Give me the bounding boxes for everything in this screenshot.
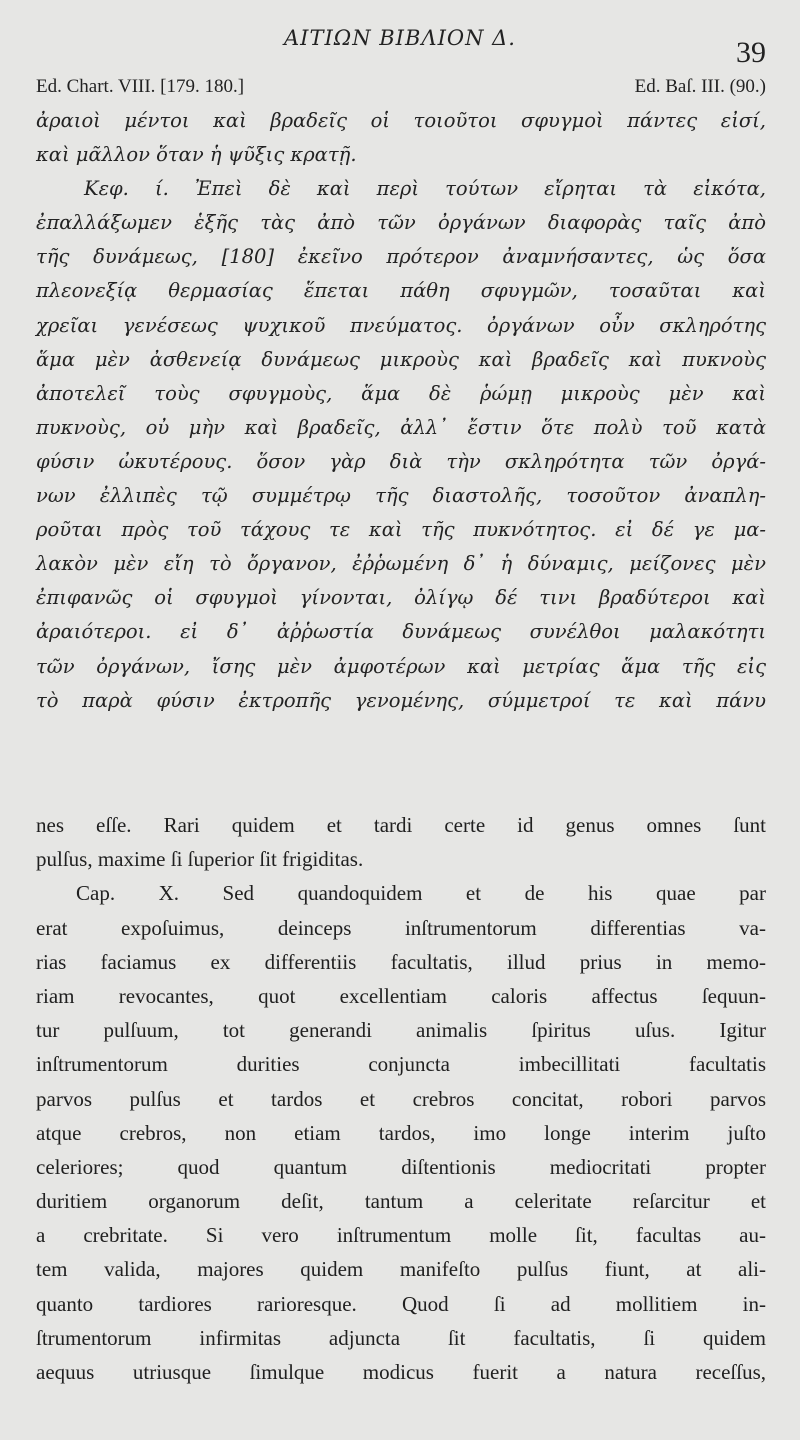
running-title: ΑΙΤΙΩΝ ΒΙΒΛΙΟΝ Δ.	[284, 26, 516, 50]
greek-line: ἅμα μὲν ἀσθενείᾳ δυνάμεως μικροὺς καὶ βραδεῖς καὶ πυκνοὺς	[36, 347, 766, 371]
latin-line: pulſus, maxime ſi ſuperior ſit frigiditas.	[36, 847, 364, 872]
latin-line: atque crebros, non etiam tardos, imo longe interim juſto	[36, 1120, 766, 1145]
latin-line: nes eſſe. Rari quidem et tardi certe id genus omnes ſunt	[36, 813, 766, 837]
greek-line: ροῦται πρὸς τοῦ τάχους τε καὶ τῆς πυκνότητος. εἰ δέ γε μα-	[36, 518, 766, 542]
greek-line: καὶ μᾶλλον ὅταν ἡ ψῦξις κρατῇ.	[36, 143, 357, 167]
latin-line: tur pulſuum, tot generandi animalis ſpiritus uſus. Igitur	[36, 1018, 766, 1043]
latin-line: quanto tardiores rarioresque. Quod ſi ad mollitiem in-	[36, 1291, 766, 1316]
latin-line: Cap. X. Sed quandoquidem et de his quae par	[76, 881, 766, 906]
greek-line: λακὸν μὲν εἴη τὸ ὄργανον, ἐῤῥωμένη δ᾿ ἡ δύναμις, μείζονες μὲν	[36, 552, 766, 576]
latin-line: aequus utriusque ſimulque modicus fuerit a natura receſſus,	[36, 1360, 766, 1384]
greek-line: τῶν ὀργάνων, ἴσης μὲν ἀμφοτέρων καὶ μετρίας ἅμα τῆς εἰς	[36, 654, 766, 678]
latin-line: inſtrumentorum durities conjuncta imbecillitati facultatis	[36, 1052, 766, 1077]
latin-line: a crebritate. Si vero inſtrumentum molle ſit, facultas au-	[36, 1223, 766, 1248]
greek-line: πυκνοὺς, οὐ μὴν καὶ βραδεῖς, ἀλλ᾿ ἔστιν ὅτε πολὺ τοῦ κατὰ	[36, 415, 766, 439]
latin-text-block	[36, 808, 766, 1389]
greek-line: πλεονεξίᾳ θερμασίας ἕπεται πάθη σφυγμῶν, τοσαῦται καὶ	[36, 279, 766, 303]
greek-line: χρεῖαι γενέσεως ψυχικοῦ πνεύματος. ὀργάνων οὖν σκληρότης	[36, 313, 766, 337]
edition-reference-right: Ed. Baſ. III. (90.)	[634, 76, 766, 97]
greek-line: ἀποτελεῖ τοὺς σφυγμοὺς, ἅμα δὲ ῥώμῃ μικροὺς μὲν καὶ	[36, 381, 766, 405]
greek-line: νων ἐλλιπὲς τῷ συμμέτρῳ τῆς διαστολῆς, τοσοῦτον ἀναπλη-	[36, 484, 766, 508]
greek-line: ἐπαλλάξωμεν ἑξῆς τὰς ἀπὸ τῶν ὀργάνων διαφορὰς ταῖς ἀπὸ	[36, 211, 766, 235]
greek-line: τῆς δυνάμεως, [180] ἐκεῖνο πρότερον ἀναμνήσαντες, ὡς ὅσα	[36, 245, 766, 269]
latin-line: erat expoſuimus, deinceps inſtrumentorum differentias va-	[36, 915, 766, 940]
greek-line: ἀραιότεροι. εἰ δ᾿ ἀῤῥωστία δυνάμεως συνέλθοι μαλακότητι	[36, 620, 766, 644]
page-number: 39	[736, 36, 766, 69]
latin-line: celeriores; quod quantum diſtentionis mediocritati propter	[36, 1154, 766, 1179]
greek-line: ἀραιοὶ μέντοι καὶ βραδεῖς οἱ τοιοῦτοι σφυγμοὶ πάντες εἰσί,	[36, 109, 766, 132]
edition-reference-left: Ed. Chart. VIII. [179. 180.]	[36, 76, 245, 97]
latin-line: riam revocantes, quot excellentiam caloris affectus ſequun-	[36, 983, 766, 1008]
latin-line: tem valida, majores quidem manifeſto pulſus fiunt, at ali-	[36, 1257, 766, 1282]
latin-line: ſtrumentorum infirmitas adjuncta ſit facultatis, ſi quidem	[36, 1325, 766, 1350]
greek-line: φύσιν ὠκυτέρους. ὅσον γὰρ διὰ τὴν σκληρότητα τῶν ὀργά-	[36, 449, 766, 473]
latin-line: duritiem organorum deſit, tantum a celeritate reſarcitur et	[36, 1189, 766, 1214]
greek-line: ἐπιφανῶς οἱ σφυγμοὶ γίνονται, ὀλίγῳ δέ τινι βραδύτεροι καὶ	[36, 586, 766, 610]
latin-line: rias faciamus ex differentiis facultatis, illud prius in memo-	[36, 949, 766, 974]
latin-line: parvos pulſus et tardos et crebros concitat, robori parvos	[36, 1086, 766, 1111]
greek-line: Κεφ. ί. Ἐπεὶ δὲ καὶ περὶ τούτων εἴρηται τὰ εἰκότα,	[84, 177, 766, 201]
greek-line: τὸ παρὰ φύσιν ἐκτροπῆς γενομένης, σύμμετροί τε καὶ πάνυ	[36, 688, 766, 712]
greek-text-block	[36, 104, 766, 718]
